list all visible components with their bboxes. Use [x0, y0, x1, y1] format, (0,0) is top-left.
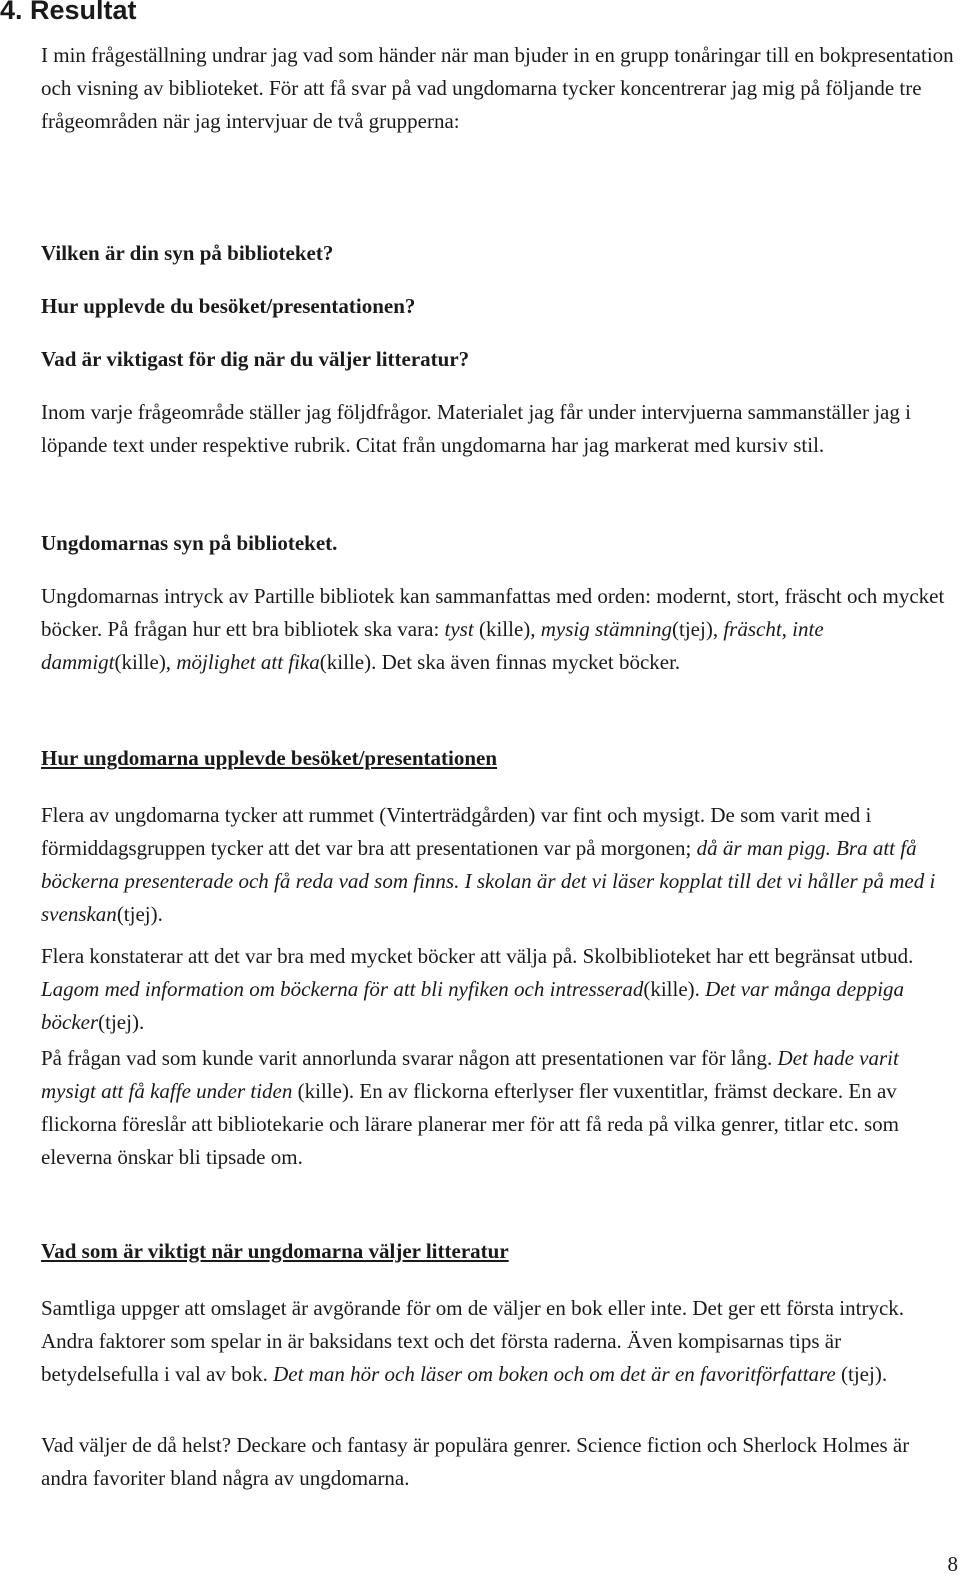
- section-heading: 4. Resultat: [0, 0, 137, 25]
- paragraph-visit-1: Flera av ungdomarna tycker att rummet (Vinterträdgården) var fint och mysigt. De som varit med i förmiddagsgruppen tycker att det var bra att presentationen var på morgonen; då är man pigg. Bra att få böckerna presenterade och få reda vad som finns. I skolan är det vi läser kopplat till det vi håller på med i svenskan(tjej).: [41, 803, 936, 926]
- question-2: Hur upplevde du besöket/presentationen?: [41, 294, 416, 318]
- paragraph-literature-1: Samtliga uppger att omslaget är avgörande för om de väljer en bok eller inte. Det ger ett första intryck. Andra faktorer som spelar in är baksidans text och det första raderna. Även kompisarnas tips är betydelsefulla i val av bok. Det man hör och läser om boken och om det är en favoritförfattare (tjej).: [41, 1296, 905, 1386]
- paragraph-visit-2: Flera konstaterar att det var bra med mycket böcker att välja på. Skolbiblioteket har ett begränsat utbud. Lagom med information om böckerna för att bli nyfiken och intresserad(kille). Det var många deppiga böcker(tjej).: [41, 944, 914, 1034]
- subheading-literature: Vad som är viktigt när ungdomarna väljer litteratur: [41, 1239, 509, 1263]
- method-paragraph: Inom varje frågeområde ställer jag följdfrågor. Materialet jag får under intervjuerna sammanställer jag i löpande text under respektive rubrik. Citat från ungdomarna har jag markerat med kursiv stil.: [41, 400, 911, 457]
- question-1: Vilken är din syn på biblioteket?: [41, 241, 334, 265]
- page-number: 8: [947, 1552, 958, 1576]
- intro-paragraph: I min frågeställning undrar jag vad som händer när man bjuder in en grupp tonåringar till en bokpresentation och visning av biblioteket. För att få svar på vad ungdomarna tycker koncentrerar jag mig på följande tre frågeområden när jag intervjuar de två grupperna:: [41, 43, 954, 133]
- paragraph-visit-3: På frågan vad som kunde varit annorlunda svarar någon att presentationen var för lång. Det hade varit mysigt att få kaffe under tiden (kille). En av flickorna efterlyser fler vuxentitlar, främst deckare. En av flickorna föreslår att bibliotekarie och lärare planerar mer för att få reda på vilka genrer, titlar etc. som eleverna önskar bli tipsade om.: [41, 1046, 899, 1169]
- paragraph-literature-2: Vad väljer de då helst? Deckare och fantasy är populära genrer. Science fiction och Sherlock Holmes är andra favoriter bland några av ungdomarna.: [41, 1433, 910, 1490]
- paragraph-library-view: Ungdomarnas intryck av Partille bibliotek kan sammanfattas med orden: modernt, stort, fräscht och mycket böcker. På frågan hur ett bra bibliotek ska vara: tyst (kille), mysig stämning(tjej), fräscht, inte dammigt(kille), möjlighet att fika(kille). Det ska även finnas mycket böcker.: [41, 584, 945, 674]
- subheading-visit: Hur ungdomarna upplevde besöket/presentationen: [41, 746, 498, 770]
- subheading-library-view: Ungdomarnas syn på biblioteket.: [41, 531, 338, 555]
- question-3: Vad är viktigast för dig när du väljer litteratur?: [41, 347, 470, 371]
